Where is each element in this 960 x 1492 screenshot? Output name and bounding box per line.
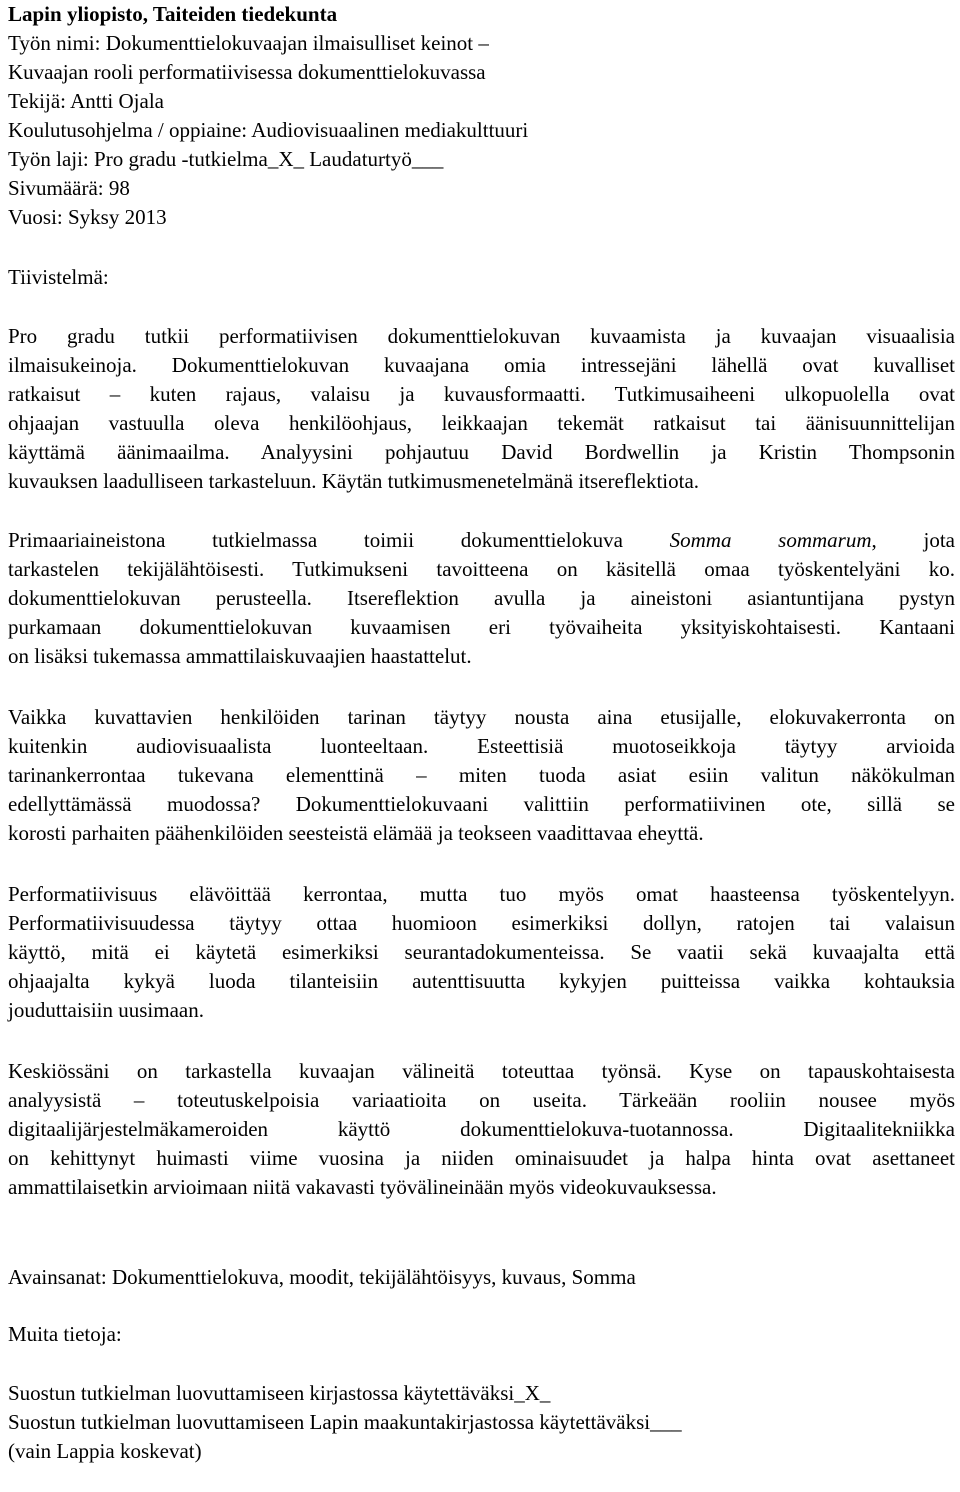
thesis-title-line-1: Työn nimi: Dokumenttielokuvaajan ilmaisulliset keinot – [8,31,489,55]
abstract-p4-line: Performatiivisuus elävöittää kerrontaa, mutta tuo myös omat haasteensa työskentelyyn. [8,882,955,906]
abstract-p5-line: Keskiössäni on tarkastella kuvaajan välineitä toteuttaa työnsä. Kyse on tapauskohtaisesta [8,1059,955,1083]
abstract-p4-line: käyttö, mitä ei käytetä esimerkiksi seurantadokumenteissa. Se vaatii sekä kuvaajalta että [8,940,955,964]
program-line: Koulutusohjelma / oppiaine: Audiovisuaalinen mediakulttuuri [8,118,529,142]
page-count-line: Sivumäärä: 98 [8,176,130,200]
abstract-p5-line: digitaalijärjestelmäkameroiden käyttö dokumenttielokuva-tuotannossa. Digitaalitekniikka [8,1117,955,1141]
consent-note-line: (vain Lappia koskevat) [8,1439,202,1463]
abstract-p2-line: tarkastelen tekijälähtöisesti. Tutkimukseni tavoitteena on käsitellä omaa työskentelyäni ko. [8,557,955,581]
year-line: Vuosi: Syksy 2013 [8,205,167,229]
abstract-p2-first-line: Primaariaineistona tutkielmassa toimii dokumenttielokuva Somma sommarum, jota [8,528,955,552]
abstract-p3-line: kuitenkin audiovisuaalista luonteeltaan. Esteettisiä muotoseikkoja täytyy arvioida [8,734,955,758]
abstract-p5-line: analyysistä – toteutuskelpoisia variaatioita on useita. Tärkeään rooliin nousee myös [8,1088,955,1112]
abstract-p1-line: Pro gradu tutkii performatiivisen dokumenttielokuvan kuvaamista ja kuvaajan visuaalisia [8,324,955,348]
abstract-p4-line: ohjaajalta kykyä luoda tilanteisiin autenttisuutta kykyjen puitteissa vaikka kohtauksia [8,969,955,993]
work-type-line: Työn laji: Pro gradu -tutkielma_X_ Laudaturtyö___ [8,147,444,171]
consent-library-line: Suostun tutkielman luovuttamiseen kirjastossa käytettäväksi_X_ [8,1381,551,1405]
abstract-p2-line: on lisäksi tukemassa ammattilaiskuvaajien haastattelut. [8,644,472,668]
abstract-p1-line: ohjaajan vastuulla oleva henkilöohjaus, leikkaajan tekemät ratkaisut tai äänisuunnittelijan [8,411,955,435]
abstract-p4-line: jouduttaisiin uusimaan. [8,998,204,1022]
thesis-title-line-2: Kuvaajan rooli performatiivisessa dokumenttielokuvassa [8,60,486,84]
other-info-label: Muita tietoja: [8,1322,122,1346]
abstract-p1-line: käyttämä äänimaailma. Analyysini pohjautuu David Bordwellin ja Kristin Thompsonin [8,440,955,464]
film-title: Somma sommarum [669,528,872,552]
abstract-p3-line: tarinankerrontaa tukevana elementtinä – miten tuoda asiat esiin valitun näkökulman [8,763,955,787]
abstract-p1-line: kuvauksen laadulliseen tarkasteluun. Käytän tutkimusmenetelmänä itsereflektiota. [8,469,700,493]
abstract-p1-line: ratkaisut – kuten rajaus, valaisu ja kuvausformaatti. Tutkimusaiheeni ulkopuolella ovat [8,382,955,406]
abstract-p5-line: on kehittynyt huimasti viime vuosina ja niiden ominaisuudet ja halpa hinta ovat asettaneet [8,1146,955,1170]
abstract-p4-line: Performatiivisuudessa täytyy ottaa huomioon esimerkiksi dollyn, ratojen tai valaisun [8,911,955,935]
abstract-p1-line: ilmaisukeinoja. Dokumenttielokuvan kuvaajana omia intressejäni lähellä ovat kuvalliset [8,353,955,377]
abstract-p3-line: edellyttämässä muodossa? Dokumenttielokuvaani valittiin performatiivinen ote, sillä se [8,792,955,816]
consent-regional-library-line: Suostun tutkielman luovuttamiseen Lapin maakuntakirjastossa käytettäväksi___ [8,1410,682,1434]
abstract-label: Tiivistelmä: [8,265,109,289]
university-heading: Lapin yliopisto, Taiteiden tiedekunta [8,2,338,26]
abstract-p2-line: dokumenttielokuvan perusteella. Itsereflektion avulla ja aineistoni asiantuntijana pystyn [8,586,955,610]
abstract-p3-line: Vaikka kuvattavien henkilöiden tarinan täytyy nousta aina etusijalle, elokuvakerronta on [8,705,955,729]
keywords-line: Avainsanat: Dokumenttielokuva, moodit, tekijälähtöisyys, kuvaus, Somma [8,1265,636,1289]
abstract-p3-line: korosti parhaiten päähenkilöiden seesteistä elämää ja teokseen vaadittavaa eheyttä. [8,821,704,845]
author-line: Tekijä: Antti Ojala [8,89,164,113]
abstract-p5-line: ammattilaisetkin arvioimaan niitä vakavasti työvälineinään myös videokuvauksessa. [8,1175,717,1199]
abstract-p2-line: purkamaan dokumenttielokuvan kuvaamisen eri työvaiheita yksityiskohtaisesti. Kantaani [8,615,955,639]
